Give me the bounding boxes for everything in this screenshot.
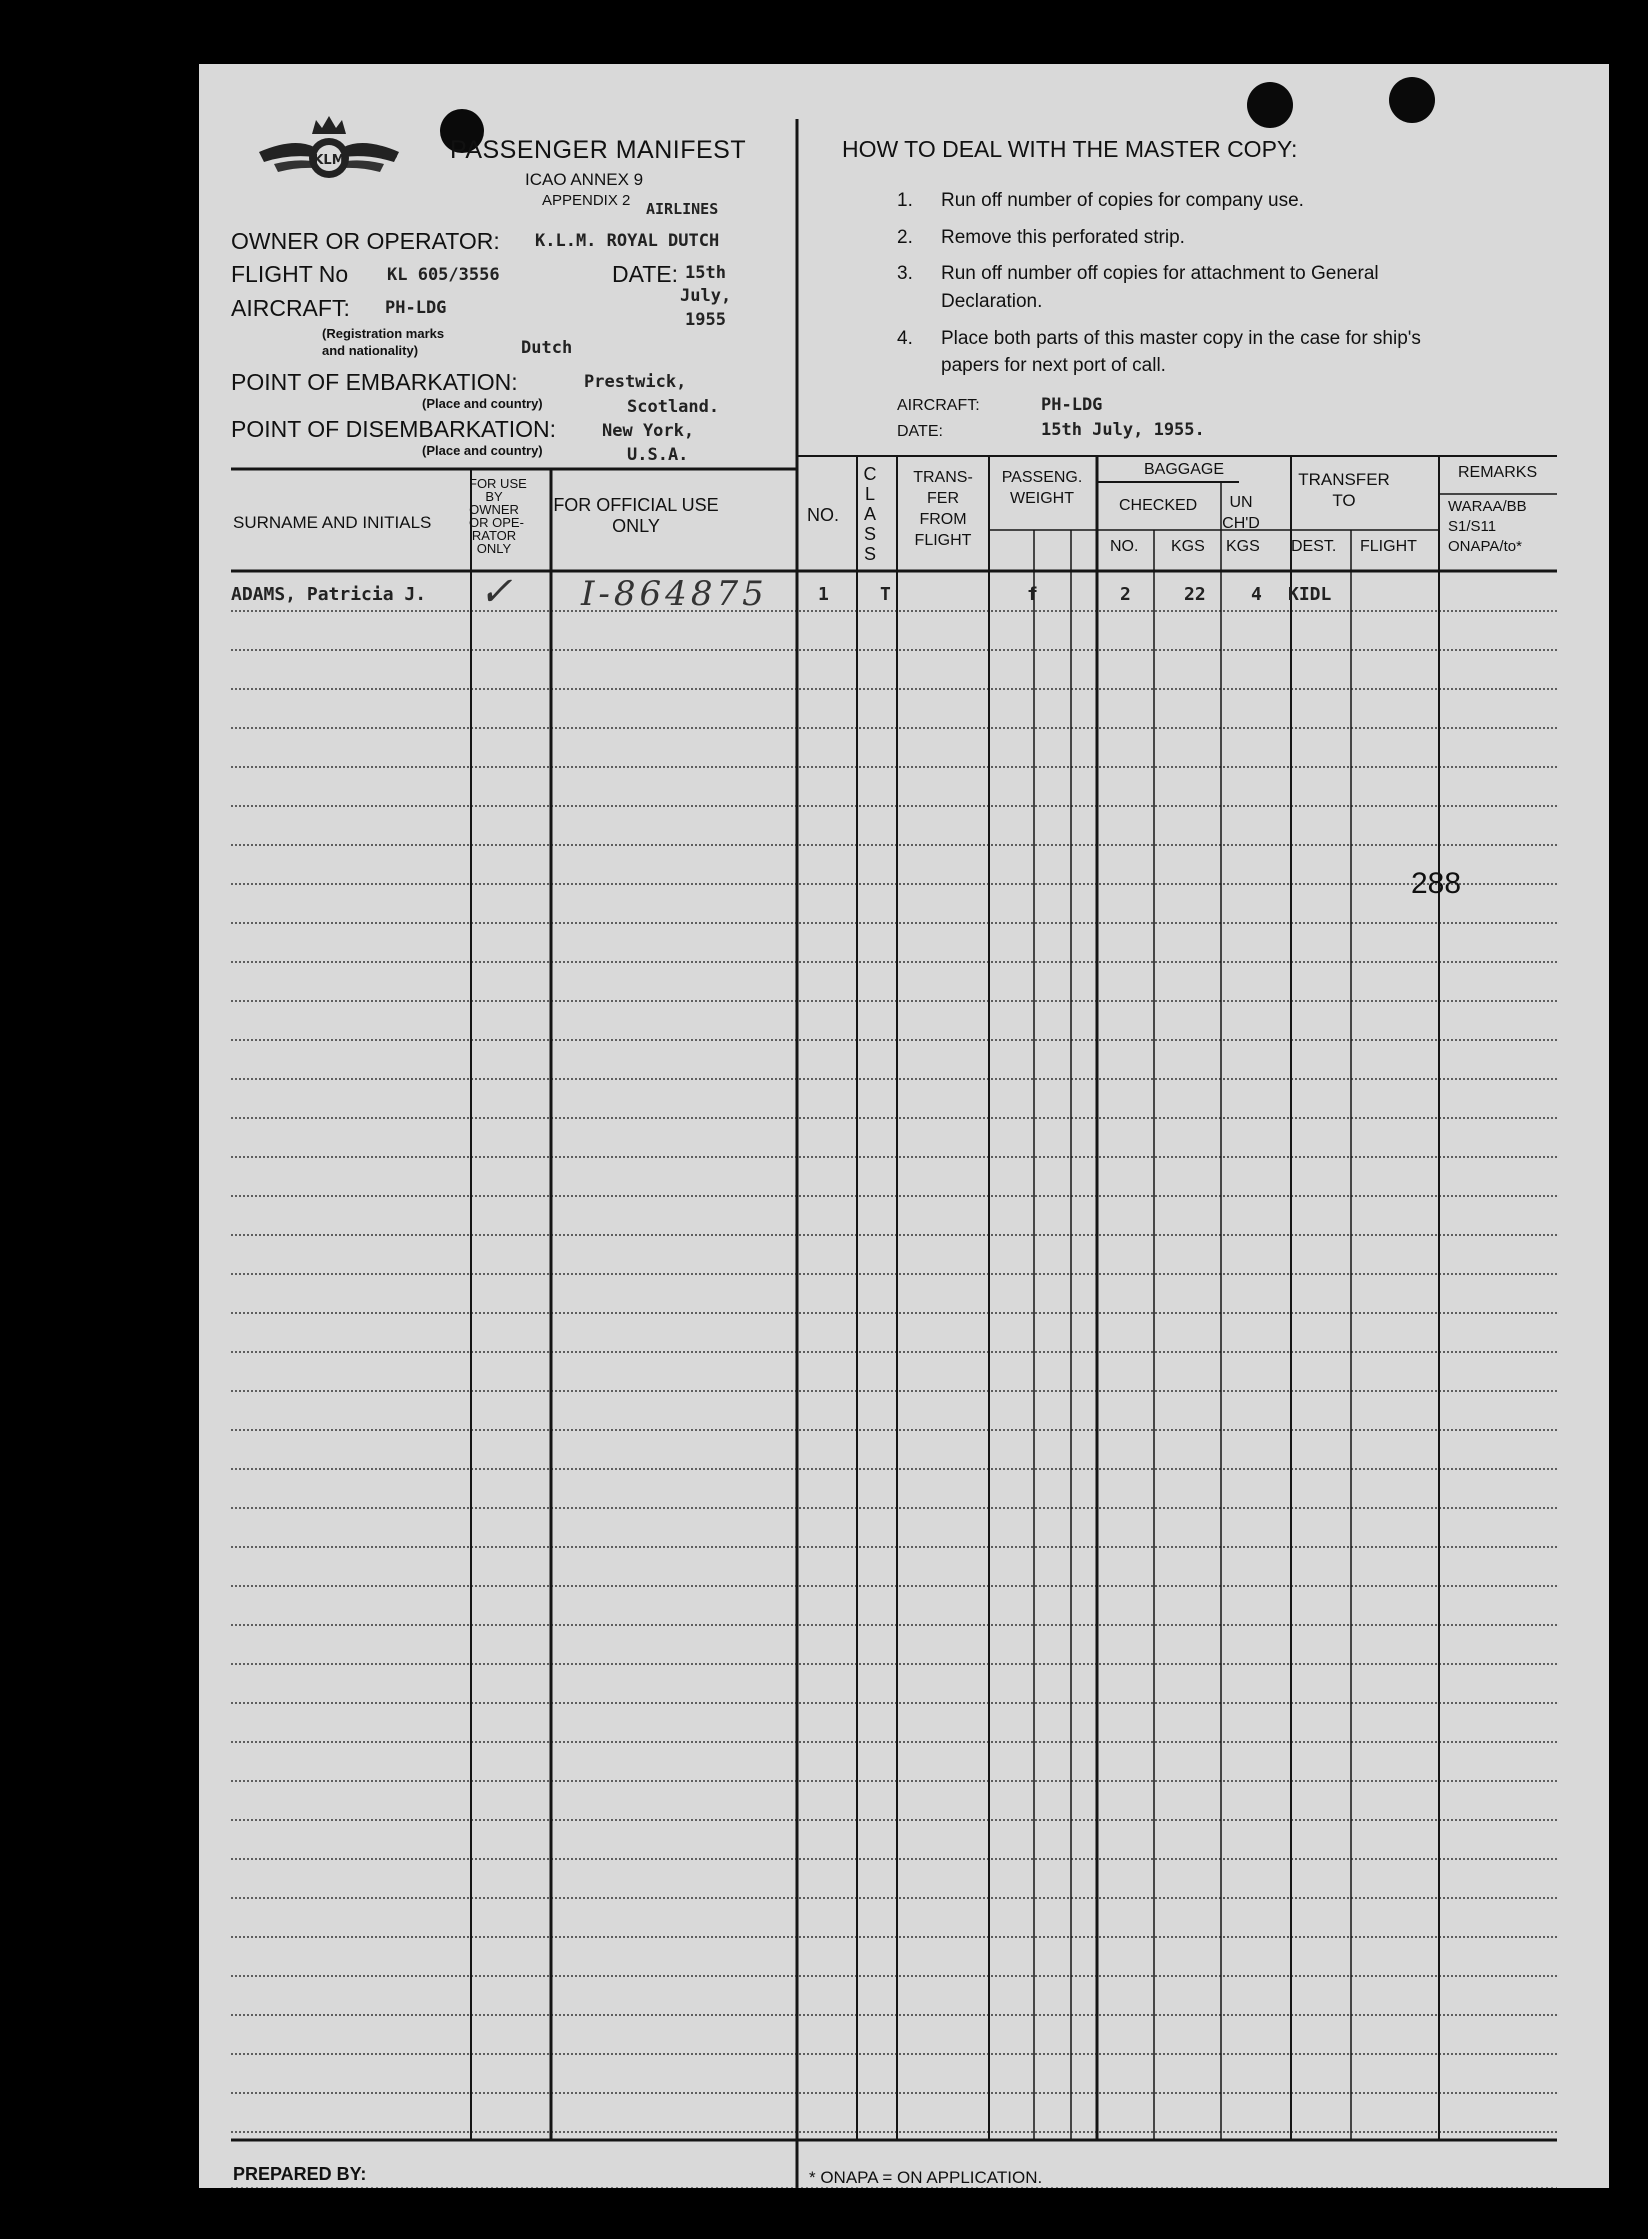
disembarkation-note: (Place and country) — [422, 443, 543, 458]
col-baggage: BAGGAGE — [1144, 461, 1225, 478]
date-label: DATE: — [612, 261, 679, 287]
row-surname: ADAMS, Patricia J. — [231, 584, 427, 605]
owner-value: K.L.M. ROYAL DUTCH — [535, 231, 720, 251]
row-bag-no: 2 — [1120, 584, 1131, 605]
manifest-title: PASSENGER MANIFEST — [450, 136, 747, 164]
appendix: APPENDIX 2 — [542, 192, 631, 209]
airlines-value: AIRLINES — [646, 200, 719, 218]
date-line1: 15th — [685, 263, 726, 283]
embarkation-label: POINT OF EMBARKATION: — [231, 369, 518, 395]
col-unchd: UN CH'D — [1222, 494, 1260, 532]
icao-annex: ICAO ANNEX 9 — [525, 170, 644, 189]
owner-label: OWNER OR OPERATOR: — [231, 228, 500, 254]
col-remarks: REMARKS — [1458, 464, 1538, 481]
row-no: 1 — [818, 584, 829, 605]
embarkation-value-2: Scotland. — [627, 397, 720, 417]
row-dest: KIDL — [1288, 584, 1332, 605]
col-no: NO. — [807, 505, 840, 525]
manifest-page — [199, 64, 1609, 2188]
page-number: 288 — [1411, 867, 1462, 900]
nationality-value: Dutch — [521, 338, 573, 358]
strip-date-label: DATE: — [897, 423, 943, 440]
date-line3: 1955 — [685, 310, 726, 330]
remarks-codes: WARAA/BB S1/S11 ONAPA/to* — [1448, 498, 1527, 555]
row-weight: f — [1027, 584, 1038, 605]
col-owner-use: FOR USE BY OWNER OR OPE- RATOR ONLY — [469, 476, 527, 556]
row-owner-mark: ✓ — [479, 569, 513, 615]
col-weight: PASSENG. WEIGHT — [1001, 469, 1083, 507]
col-unchd-kgs: KGS — [1226, 538, 1260, 555]
aircraft-value: PH-LDG — [385, 298, 447, 318]
col-surname: SURNAME AND INITIALS — [233, 513, 432, 532]
embarkation-value-1: Prestwick, — [584, 372, 687, 392]
date-line2: July, — [680, 286, 732, 306]
instruction-4-text: Place both parts of this master copy in the case for ship's — [941, 328, 1421, 349]
row-bag-kgs: 22 — [1184, 584, 1206, 605]
col-flight: FLIGHT — [1360, 538, 1417, 555]
table-grid — [199, 64, 1609, 2188]
instruction-4-num: 4. — [897, 328, 913, 349]
row-class: T — [880, 584, 891, 605]
col-official-use: FOR OFFICIAL USE ONLY — [553, 495, 719, 536]
instruction-1-text: Run off number of copies for company use. — [941, 190, 1304, 211]
onapa-note: * ONAPA = ON APPLICATION. — [809, 2168, 1043, 2187]
col-bag-no: NO. — [1110, 538, 1139, 555]
col-class: C L A S S — [863, 464, 877, 564]
svg-text:KLM: KLM — [313, 153, 345, 168]
disembarkation-value-2: U.S.A. — [627, 445, 689, 465]
col-transfer-from: TRANS- FER FROM FLIGHT — [913, 469, 973, 549]
col-transfer-to: TRANSFER TO — [1298, 470, 1390, 510]
instructions-title: HOW TO DEAL WITH THE MASTER COPY: — [842, 136, 1298, 162]
disembarkation-value-1: New York, — [602, 421, 695, 441]
prepared-by-label: PREPARED BY: — [233, 2164, 367, 2184]
strip-aircraft-value: PH-LDG — [1041, 395, 1103, 415]
col-checked: CHECKED — [1119, 497, 1198, 514]
registration-note-1: (Registration marks — [322, 326, 445, 341]
instruction-3-num: 3. — [897, 263, 913, 284]
embarkation-note: (Place and country) — [422, 396, 543, 411]
flight-label: FLIGHT No — [231, 261, 349, 287]
instruction-4-text2: papers for next port of call. — [941, 355, 1166, 376]
instruction-2-text: Remove this perforated strip. — [941, 227, 1185, 248]
row-official-number: I-864875 — [581, 574, 768, 614]
flight-value: KL 605/3556 — [387, 265, 500, 285]
strip-date-value: 15th July, 1955. — [1041, 420, 1205, 440]
instruction-2-num: 2. — [897, 227, 913, 248]
aircraft-label: AIRCRAFT: — [231, 295, 350, 321]
instruction-3-text: Run off number off copies for attachment to General — [941, 263, 1379, 284]
registration-note-2: and nationality) — [322, 343, 419, 358]
instruction-1-num: 1. — [897, 190, 913, 211]
col-dest: DEST. — [1291, 538, 1337, 555]
col-bag-kgs: KGS — [1171, 538, 1205, 555]
row-unchd-kgs: 4 — [1251, 584, 1262, 605]
instruction-3-text2: Declaration. — [941, 291, 1043, 312]
disembarkation-label: POINT OF DISEMBARKATION: — [231, 416, 557, 442]
strip-aircraft-label: AIRCRAFT: — [897, 397, 980, 414]
